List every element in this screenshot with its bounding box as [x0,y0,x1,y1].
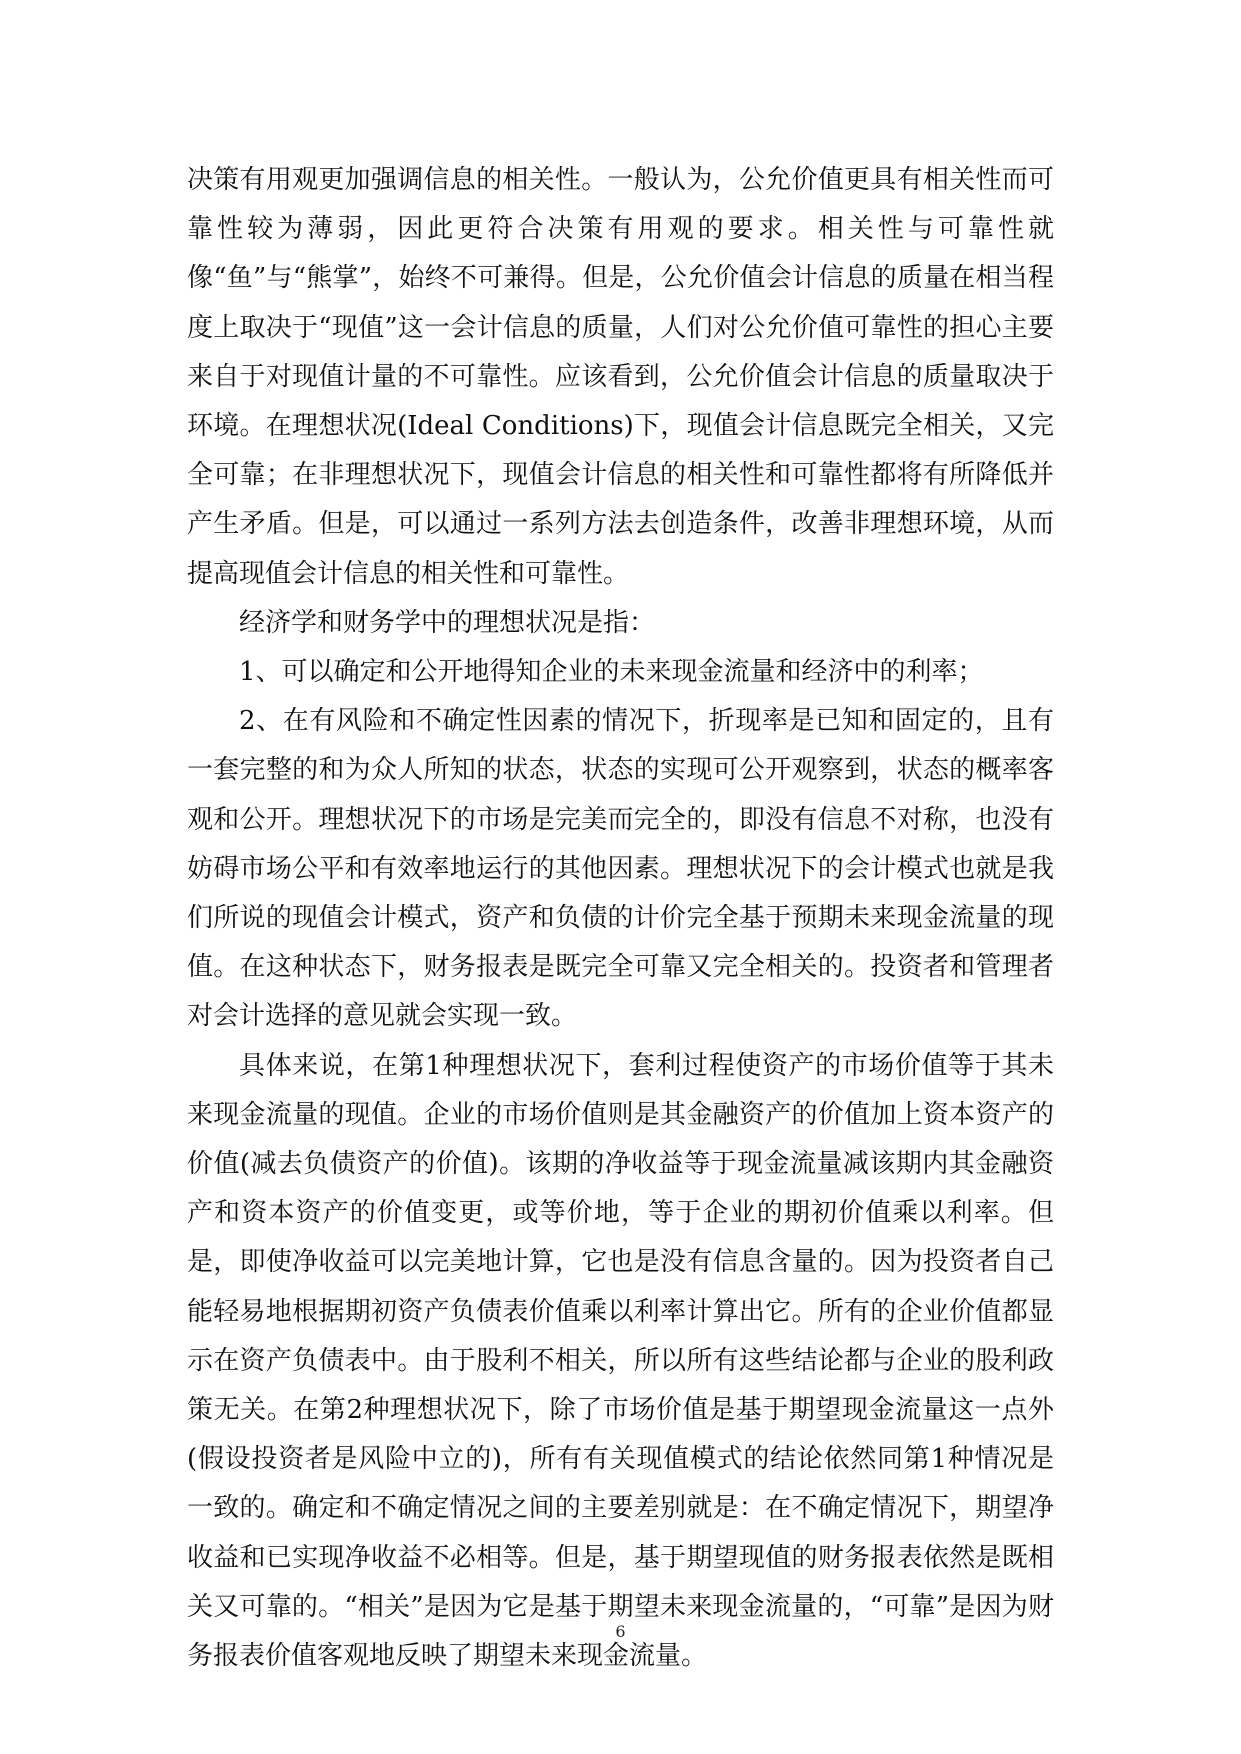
paragraph-condition-2: 2、在有风险和不确定性因素的情况下，折现率是已知和固定的，且有一套完整的和为众人所知的状态，状态的实现可公开观察到，状态的概率客观和公开。理想状况下的市场是完美而完全的，即没有信息不对称，也没有妨碍市场公平和有效率地运行的其他因素。理想状况下的会计模式也就是我们所说的现值会计模式，资产和负债的计价完全基于预期未来现金流量的现值。在这种状态下，财务报表是既完全可靠又完全相关的。投资者和管理者对会计选择的意见就会实现一致。 [187,706,1054,1032]
paragraph-relevance-reliability: 决策有用观更加强调信息的相关性。一般认为，公允价值更具有相关性而可靠性较为薄弱，因此更符合决策有用观的要求。相关性与可靠性就像“鱼”与“熊掌”，始终不可兼得。但是，公允价值会计信息的质量在相当程度上取决于“现值”这一会计信息的质量，人们对公允价值可靠性的担心主要来自于对现值计量的不可靠性。应该看到，公允价值会计信息的质量取决于环境。在理想状况(Ideal Conditions)下，现值会计信息既完全相关，又完全可靠；在非理想状况下，现值会计信息的相关性和可靠性都将有所降低并产生矛盾。但是，可以通过一系列方法去创造条件，改善非理想环境，从而提高现值会计信息的相关性和可靠性。 [187,165,1054,589]
document-body [187,156,1054,1681]
paragraph-specific-analysis: 具体来说，在第1种理想状况下，套利过程使资产的市场价值等于其未来现金流量的现值。企业的市场价值则是其金融资产的价值加上资本资产的价值(减去负债资产的价值)。该期的净收益等于现金流量减该期内其金融资产和资本资产的价值变更，或等价地，等于企业的期初价值乘以利率。但是，即使净收益可以完美地计算，它也是没有信息含量的。因为投资者自己能轻易地根据期初资产负债表价值乘以利率计算出它。所有的企业价值都显示在资产负债表中。由于股利不相关，所以所有这些结论都与企业的股利政策无关。在第2种理想状况下，除了市场价值是基于期望现金流量这一点外(假设投资者是风险中立的)，所有有关现值模式的结论依然同第1种情况是一致的。确定和不确定情况之间的主要差别就是：在不确定情况下，期望净收益和已实现净收益不必相等。但是，基于期望现值的财务报表依然是既相关又可靠的。“相关”是因为它是基于期望未来现金流量的，“可靠”是因为财务报表价值客观地反映了期望未来现金流量。 [187,1050,1054,1672]
paragraph-ideal-conditions-intro: 经济学和财务学中的理想状况是指： [239,607,656,638]
page-number: 6 [615,1622,626,1641]
paragraph-condition-1: 1、可以确定和公开地得知企业的未来现金流量和经济中的利率； [239,657,984,688]
